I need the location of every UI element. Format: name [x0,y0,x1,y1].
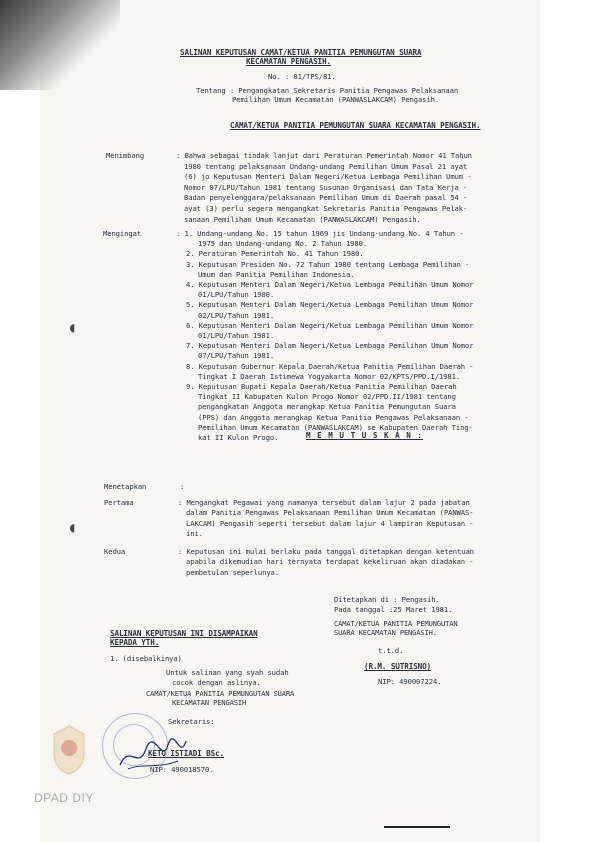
tentang-line-2: Pemilihan Umum Kecamatan (PANWASLAKCAM) Pengasih. [232,95,440,104]
menetapkan-colon: : [180,482,185,491]
secretary-name: KETO ISTIADI BSc. [148,749,225,758]
page-edge-mark [384,826,450,828]
copy-note-1: Untuk salinan yang syah sudah [166,668,289,677]
secretary-office-2: KECAMATAN PENGASIH [172,699,247,707]
document-title-2: KECAMATAN PENGASIH. [246,57,331,66]
mengingat-line: (PPS) dan Anggota merangkap Ketua Panitia Pengawas Pelaksanaan - [198,412,469,422]
distribution-item: 1. (disebalkinya) [110,654,182,663]
mengingat-label: Mengingat [103,229,142,238]
punch-hole-mark: ◖ [68,320,77,336]
document-title: SALINAN KEPUTUSAN CAMAT/KETUA PANITIA PEMUNGUTAN SUARA [180,48,422,57]
mengingat-line: 2. Peraturan Pemerintah No. 41 Tahun 1980. [186,249,364,259]
place-of-issue: Ditetapkan di : Pengasih. [334,595,440,604]
secretary-label: Sekretaris: [168,717,215,726]
mengingat-line: 6. Keputusan Menteri Dalam Negeri/Ketua Lembaga Pemilihan Umum Nomor [186,320,474,330]
pertama-line: ini. [186,529,203,539]
mengingat-line: 07/LPU/Tahun 1981. [198,351,275,361]
mengingat-line: Umum dan Panitia Pemilihan Indonesia. [198,269,355,279]
signatory-name: (R.M. SUTRISNO) [364,662,432,671]
mengingat-line: 5. Keputusan Menteri Dalam Negeri/Ketua Lembaga Pemilihan Umum Nomor [186,300,474,310]
menimbang-line: : Bahwa sebagai tindak lanjut dari Peraturan Pemerintah Nomor 41 Tahun [176,151,472,160]
mengingat-line: 8. Keputusan Gubernur Kepala Daerah/Ketua Panitia Pemilihan Daerah - [186,361,474,371]
signatory-office-2: SUARA KECAMATAN PENGASIH. [334,629,437,637]
mengingat-line: 3. Keputusan Presiden No. 72 Tahun 1980 tentang Lembaga Pemilihan - [186,259,470,269]
pertama-line: LAKCAM) Pengasih seperti tersebut dalam lajur 4 lampiran Keputusan - [186,518,474,528]
distribution-heading: SALINAN KEPUTUSAN INI DISAMPAIKAN [110,629,258,638]
mengingat-line: 4. Keputusan Menteri Dalam Negeri/Ketua Lembaga Pemilihan Umum Nomor [186,280,474,289]
punch-hole-mark: ◖ [68,520,77,536]
copy-note-2: cocok dengan aslinya. [172,678,261,687]
date-of-issue: Pada tanggal :25 Maret 1981. [334,605,453,614]
dpad-logo-icon [50,724,88,776]
menimbang-label: Menimbang [106,151,145,160]
mengingat-line: pengangkatan Anggota merangkap Ketua Panitia Pemungutan Suara [198,402,456,412]
secretary-nip: NIP: 490018570. [150,765,214,774]
kedua-line: apabila dikemudian hari ternyata terdapat kekeliruan akan diadakan - [186,557,474,567]
memutuskan-heading: M E M U T U S K A N : [306,431,424,440]
mengingat-line: Tingkat I Daerah Istimewa Yogyakarta Nomor 02/KPTS/PPD.I/1981. [198,371,461,381]
distribution-heading-2: KEPADA YTH. [110,638,160,647]
mengingat-line: Pemilihan Umum Kecamatan (PANWASLAKCAM) se Kabupaten Daerah Ting- [198,422,473,432]
mengingat-line: : 1. Undang-undang No. 15 tahun 1969 jis Undang-undang No. 4 Tahun - [176,229,464,238]
menimbang-line: sanaan Pemilihan Umum Kecamatan (PANWASLAKCAM) Pengasih. [184,214,421,224]
kedua-line: pembetulan seperlunya. [186,567,279,577]
pertama-line: dalam Panitia Pengawas Pelaksanaan Pemilihan Umum Kecamatan (PANWAS- [186,508,474,518]
mengingat-line: 7. Keputusan Menteri Dalam Negeri/Ketua Lembaga Pemilihan Umum Nomor [186,341,474,351]
mengingat-line: 01/LPU/Tahun 1981. [198,331,275,340]
mengingat-line: Tingkat II Kabupaten Kulon Progo Nomor 02/PPD.II/1981 tentang [198,392,456,402]
pertama-line: : Mengangkat Pegawai yang namanya tersebut dalam lajur 2 pada jabatan [178,498,470,507]
signature-scribble [118,735,188,775]
kedua-line: : Keputusan ini mulai berlaku pada tanggal ditetapkan dengan ketentuan [178,547,474,556]
menimbang-line: Nomor 07/LPU/Tahun 1981 tentang Susunan Organisasi dan Tata Kerja - [184,182,468,192]
mengingat-line: 9. Keputusan Bupati Kepala Daerah/Ketua Panitia Pemilihan Daerah [186,382,457,391]
secretary-office-1: CAMAT/KETUA PANITIA PEMUNGUTAN SUARA [146,690,295,698]
mengingat-line: 02/LPU/Tahun 1981. [198,310,275,320]
tentang-line-1: Tentang : Pengangkatan Sekretaris Panitia Pengawas Pelaksanaan [196,86,459,95]
signatory-nip: NIP: 490007224. [378,677,442,686]
mengingat-line: 1975 dan Undang-undang No. 2 Tahun 1980. [198,239,368,249]
kedua-label: Kedua [104,547,126,556]
menimbang-line: (6) jo Keputusan Menteri Dalam Negeri/Ketua Lembaga Pemilihan Umum - [184,172,472,182]
mengingat-line: 01/LPU/Tahun 1980. [198,290,275,300]
menimbang-line: 1980 tentang pelaksanaan Undang-undang Pemilihan Umum Pasal 21 ayat [184,161,468,171]
issuer-heading: CAMAT/KETUA PANITIA PEMUNGUTAN SUARA KECAMATAN PENGASIH. [230,121,481,130]
watermark-label: DPAD DIY [34,791,94,805]
decree-number: No. : 01/TPS/81. [268,72,336,81]
ttd-mark: t.t.d. [378,646,404,655]
menimbang-line: Badan penyelenggara/pelaksanaan Pemilihan Umum di Daerah pasal 54 - [184,193,468,203]
menimbang-line: ayat (3) perlu segera mengangkat Sekretaris Panitia Pengawas Pelak- [184,204,468,213]
mengingat-line: kat II Kulon Progo. [198,433,279,442]
pertama-label: Pertama [104,498,134,507]
signatory-office-1: CAMAT/KETUA PANITIA PEMUNGUTAN [334,620,458,628]
menetapkan-label: Menetapkan [104,482,147,491]
scan-shadow [0,0,120,90]
